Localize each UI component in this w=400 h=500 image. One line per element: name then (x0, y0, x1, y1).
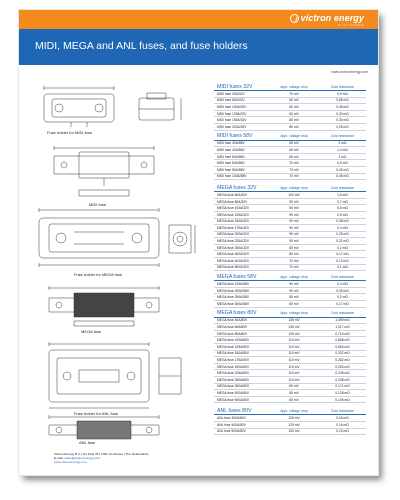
voltage-drop-cell: 110 mV (288, 344, 300, 349)
fuse-model-cell: ANL fuse 500A/80V (217, 429, 246, 434)
cold-resistance-cell: 0,208 mΩ (335, 377, 350, 382)
fuse-model-cell: MEGA fuse 225A/32V (217, 239, 250, 244)
cold-resistance-cell: 0,45 mΩ (336, 174, 349, 179)
table-row (214, 192, 366, 199)
voltage-drop-cell: 65 mV (289, 154, 299, 159)
fuse-model-cell: MEGA fuse 100A/80V (217, 338, 250, 343)
voltage-drop-cell: 70 mV (289, 258, 299, 263)
anl-fuse-drawing (49, 415, 159, 439)
cold-resistance-cell: 0,2 mΩ (337, 245, 348, 250)
voltage-drop-cell: 90 mV (289, 206, 299, 211)
fuse-model-cell: MEGA fuse 40A/80V (217, 318, 248, 323)
voltage-drop-cell: 90 mV (289, 219, 299, 224)
voltage-drop-cell: 80 mV (289, 124, 299, 129)
fuse-model-cell: MEGA fuse 150A/80V (217, 351, 250, 356)
brand-tagline: BLUE POWER (337, 23, 364, 27)
cold-resistance-cell: 0,25 mΩ (336, 288, 349, 293)
table-row (214, 205, 366, 212)
cold-resistance-cell: 0,4 mΩ (337, 282, 348, 287)
cold-resistance-cell: 0,253 mΩ (335, 364, 350, 369)
fuse-model-cell: MIDI fuse 60A/32V (217, 98, 245, 103)
fuse-model-cell: MIDI fuse 200A/32V (217, 124, 247, 129)
cold-resistance-cell: 0,171 mΩ (335, 384, 350, 389)
cold-resistance-cell: 0,25 mΩ (336, 124, 349, 129)
cold-resistance-cell: 1,4 mΩ (337, 147, 348, 152)
cold-resistance-cell: 0,128 mΩ (335, 390, 350, 395)
table-header (214, 133, 366, 141)
fuse-model-cell: MEGA fuse 175A/32V (217, 225, 250, 230)
table-row (214, 199, 366, 206)
table-row (214, 344, 366, 351)
column-header-voltage-drop: Appr. voltage drop (280, 311, 308, 316)
voltage-drop-cell: 60 mV (289, 98, 299, 103)
table-header (214, 407, 366, 415)
voltage-drop-cell: 70 mV (289, 91, 299, 96)
table-header (214, 83, 366, 91)
table-row (214, 117, 366, 124)
fuse-model-cell: MEGA fuse 400A/32V (217, 258, 250, 263)
table-row (214, 265, 366, 272)
voltage-drop-cell: 100 mV (288, 429, 300, 434)
cold-resistance-cell: 1 mΩ (338, 154, 347, 159)
table-title: MEGA fuses 32V (217, 184, 257, 191)
table-row (214, 288, 366, 295)
fuse-model-cell: MEGA fuse 300A/80V (217, 384, 250, 389)
voltage-drop-cell: 70 mV (289, 174, 299, 179)
cold-resistance-cell: 0,38 mΩ (336, 219, 349, 224)
table-row (214, 281, 366, 288)
technical-drawings (19, 10, 214, 450)
fuse-model-cell: MEGA fuse 250A/80V (217, 377, 250, 382)
fuse-model-cell: MIDI fuse 100A/32V (217, 104, 247, 109)
table-row (214, 124, 366, 131)
fuse-model-cell: MEGA fuse 225A/80V (217, 371, 250, 376)
cold-resistance-cell: 0,235 mΩ (335, 371, 350, 376)
header-url: www.victronenergy.com (331, 70, 368, 74)
voltage-drop-cell: 90 mV (289, 212, 299, 217)
fuse-model-cell: MEGA fuse 300A/58V (217, 301, 250, 306)
cold-resistance-cell: 0,7 mΩ (337, 199, 348, 204)
column-header-cold-resistance: Cold resistance (330, 134, 355, 139)
table-row (214, 104, 366, 111)
brand-name: victron energy (300, 13, 364, 23)
voltage-drop-cell: 110 mV (288, 377, 300, 382)
footer-web-link[interactable]: www.victronenergy.com (54, 460, 87, 464)
fuse-model-cell: MEGA fuse 400A/80V (217, 390, 250, 395)
voltage-drop-cell: 90 mV (289, 225, 299, 230)
table-header (214, 310, 366, 318)
table-row (214, 238, 366, 245)
fuse-model-cell: ANL fuse 300A/80V (217, 416, 246, 421)
mega-fuse-drawing (49, 286, 159, 326)
cold-resistance-cell: 2 mΩ (338, 141, 347, 146)
cold-resistance-cell: 0,22 mΩ (336, 239, 349, 244)
table-row (214, 167, 366, 174)
voltage-drop-cell: 65 mV (289, 141, 299, 146)
cold-resistance-cell: 0,653 mΩ (335, 344, 350, 349)
cold-resistance-cell: 0,42 mΩ (336, 167, 349, 172)
table-row (214, 111, 366, 118)
cold-resistance-cell: 0,282 mΩ (335, 357, 350, 362)
table-row (214, 397, 366, 404)
table-row (214, 351, 366, 358)
fuse-table (214, 407, 366, 435)
fuse-table (214, 184, 366, 271)
voltage-drop-cell: 90 mV (289, 282, 299, 287)
fuse-table (214, 133, 366, 181)
column-header-voltage-drop: Appr. voltage drop (280, 84, 308, 89)
cold-resistance-cell: 0,25 mΩ (336, 232, 349, 237)
voltage-drop-cell: 80 mV (289, 397, 299, 402)
voltage-drop-cell: 80 mV (289, 245, 299, 250)
fuse-model-cell: MEGA fuse 250A/32V (217, 245, 250, 250)
page-title: MIDI, MEGA and ANL fuses, and fuse holders (35, 40, 248, 52)
cold-resistance-cell: 0,18 mΩ (336, 416, 349, 421)
table-header (214, 273, 366, 281)
fuse-model-cell: MIDI fuse 125A/32V (217, 111, 247, 116)
voltage-drop-cell: 110 mV (288, 364, 300, 369)
table-title: MIDI fuses 32V (217, 83, 253, 90)
voltage-drop-cell: 70 mV (289, 167, 299, 172)
cold-resistance-cell: 0,17 mΩ (336, 252, 349, 257)
voltage-drop-cell: 80 mV (289, 301, 299, 306)
cold-resistance-cell: 0,45 mΩ (336, 104, 349, 109)
table-row (214, 429, 366, 436)
voltage-drop-cell: 70 mV (289, 265, 299, 270)
table-row (214, 245, 366, 252)
column-header-cold-resistance: Cold resistance (330, 408, 355, 413)
voltage-drop-cell: 90 mV (289, 239, 299, 244)
fuse-spec-tables (214, 83, 366, 437)
caption-midi-holder: Fuse holder for MIDI fuse (47, 130, 93, 135)
voltage-drop-cell: 135 mV (288, 318, 300, 323)
fuse-model-cell: MEGA fuse 500A/80V (217, 397, 250, 402)
table-row (214, 357, 366, 364)
voltage-drop-cell: 90 mV (289, 288, 299, 293)
table-row (214, 294, 366, 301)
cold-resistance-cell: 0,17 mΩ (336, 301, 349, 306)
caption-anl-holder: Fuse holder for ANL fuse (74, 411, 119, 416)
table-row (214, 258, 366, 265)
cold-resistance-cell: 0,55 mΩ (336, 98, 349, 103)
table-row (214, 364, 366, 371)
caption-anl-fuse: ANL fuse (79, 440, 96, 445)
victron-logo-icon (290, 14, 299, 23)
fuse-model-cell: MIDI fuse 40A/32V (217, 91, 245, 96)
table-row (214, 232, 366, 239)
cold-resistance-cell: 0,2 mΩ (337, 295, 348, 300)
column-header-cold-resistance: Cold resistance (330, 274, 355, 279)
fuse-model-cell: MEGA fuse 150A/32V (217, 219, 250, 224)
fuse-model-cell: MEGA fuse 175A/80V (217, 357, 250, 362)
table-title: MIDI fuses 58V (217, 133, 253, 140)
fuse-model-cell: MIDI fuse 40A/58V (217, 147, 245, 152)
fuse-model-cell: MEGA fuse 250A/58V (217, 295, 250, 300)
table-row (214, 141, 366, 148)
cold-resistance-cell: 0,332 mΩ (335, 351, 350, 356)
table-row (214, 415, 366, 422)
column-header-cold-resistance: Cold resistance (330, 185, 355, 190)
table-title: MEGA fuses 80V (217, 310, 257, 317)
voltage-drop-cell: 110 mV (288, 351, 300, 356)
table-row (214, 219, 366, 226)
fuse-table (214, 310, 366, 404)
voltage-drop-cell: 110 mV (288, 371, 300, 376)
voltage-drop-cell: 80 mV (289, 118, 299, 123)
fuse-model-cell: MEGA fuse 500A/32V (217, 265, 250, 270)
midi-holder-front-drawing (44, 86, 114, 127)
fuse-model-cell: MEGA fuse 125A/32V (217, 212, 250, 217)
cold-resistance-cell: 0,16 mΩ (336, 422, 349, 427)
cold-resistance-cell: 0,30 mΩ (336, 111, 349, 116)
table-row (214, 337, 366, 344)
cold-resistance-cell: 0,3 mΩ (337, 225, 348, 230)
voltage-drop-cell: 60 mV (289, 111, 299, 116)
table-title: MEGA fuses 58V (217, 273, 257, 280)
table-row (214, 384, 366, 391)
caption-midi-fuse: MIDI fuse (89, 202, 107, 207)
column-header-voltage-drop: Appr. voltage drop (280, 134, 308, 139)
voltage-drop-cell: 125 mV (288, 416, 300, 421)
table-row (214, 377, 366, 384)
voltage-drop-cell: 65 mV (289, 147, 299, 152)
fuse-model-cell: MIDI fuse 100A/58V (217, 174, 247, 179)
table-row (214, 251, 366, 258)
cold-resistance-cell: 0,6 mΩ (337, 206, 348, 211)
fuse-model-cell: MEGA fuse 80A/80V (217, 331, 248, 336)
table-title: ANL fuses 80V (217, 407, 252, 414)
voltage-drop-cell: 60 mV (289, 104, 299, 109)
table-row (214, 212, 366, 219)
table-row (214, 225, 366, 232)
fuse-model-cell: MEGA fuse 60A/32V (217, 192, 248, 197)
table-row (214, 174, 366, 181)
voltage-drop-cell: 90 mV (289, 199, 299, 204)
anl-holder-drawing (49, 342, 181, 408)
voltage-drop-cell: 70 mV (289, 161, 299, 166)
column-header-voltage-drop: Appr. voltage drop (280, 185, 308, 190)
voltage-drop-cell: 125 mV (288, 422, 300, 427)
footer-address (54, 452, 149, 464)
fuse-model-cell: MIDI fuse 80A/58V (217, 167, 245, 172)
table-row (214, 98, 366, 105)
fuse-model-cell: MEGA fuse 200A/58V (217, 288, 250, 293)
voltage-drop-cell: 80 mV (289, 252, 299, 257)
fuse-model-cell: MIDI fuse 30A/58V (217, 141, 245, 146)
fuse-model-cell: MEGA fuse 300A/32V (217, 252, 250, 257)
fuse-model-cell: MEGA fuse 200A/80V (217, 364, 250, 369)
fuse-model-cell: MEGA fuse 125A/58V (217, 282, 250, 287)
midi-holder-side-drawing (139, 93, 181, 120)
voltage-drop-cell: 80 mV (289, 390, 299, 395)
voltage-drop-cell: 110 mV (288, 338, 300, 343)
table-header (214, 184, 366, 192)
mega-holder-drawing (39, 208, 195, 267)
voltage-drop-cell: 135 mV (288, 331, 300, 336)
fuse-model-cell: MEGA fuse 125A/80V (217, 344, 250, 349)
fuse-table (214, 83, 366, 131)
cold-resistance-cell: 1,5 mΩ (337, 192, 348, 197)
table-row (214, 147, 366, 154)
footer-email-link[interactable]: sales@victronenergy.com (64, 456, 100, 460)
voltage-drop-cell: 80 mV (289, 384, 299, 389)
fuse-model-cell: MIDI fuse 150A/32V (217, 118, 247, 123)
table-row (214, 390, 366, 397)
cold-resistance-cell: 1,017 mΩ (335, 325, 350, 330)
table-row (214, 318, 366, 325)
voltage-drop-cell: 120 mV (288, 192, 300, 197)
brand-logo (290, 13, 364, 23)
fuse-model-cell: MEGA fuse 100A/32V (217, 206, 250, 211)
cold-resistance-cell: 0,30 mΩ (336, 118, 349, 123)
datasheet-page (19, 10, 378, 475)
table-row (214, 331, 366, 338)
fuse-model-cell: MEGA fuse 200A/32V (217, 232, 250, 237)
midi-fuse-drawing (54, 146, 154, 196)
table-row (214, 91, 366, 98)
cold-resistance-cell: 0,13 mΩ (336, 258, 349, 263)
fuse-model-cell: MEGA fuse 60A/80V (217, 325, 248, 330)
fuse-model-cell: MIDI fuse 50A/58V (217, 154, 245, 159)
table-row (214, 301, 366, 308)
cold-resistance-cell: 0,9 mΩ (337, 161, 348, 166)
voltage-drop-cell: 80 mV (289, 295, 299, 300)
table-row (214, 422, 366, 429)
fuse-model-cell: ANL fuse 400A/80V (217, 422, 246, 427)
cold-resistance-cell: 0,1 mΩ (337, 265, 348, 270)
column-header-voltage-drop: Appr. voltage drop (280, 408, 308, 413)
fuse-table (214, 273, 366, 307)
column-header-voltage-drop: Appr. voltage drop (280, 274, 308, 279)
cold-resistance-cell: 0,106 mΩ (335, 397, 350, 402)
cold-resistance-cell: 0,13 mΩ (336, 429, 349, 434)
voltage-drop-cell: 90 mV (289, 232, 299, 237)
cold-resistance-cell: 0,868 mΩ (335, 338, 350, 343)
fuse-model-cell: MEGA fuse 80A/32V (217, 199, 248, 204)
fuse-model-cell: MIDI fuse 60A/58V (217, 161, 245, 166)
column-header-cold-resistance: Cold resistance (330, 84, 355, 89)
cold-resistance-cell: 0,9 mΩ (337, 91, 348, 96)
cold-resistance-cell: 1,459 mΩ (335, 318, 350, 323)
column-header-cold-resistance: Cold resistance (330, 311, 355, 316)
table-row (214, 154, 366, 161)
table-row (214, 370, 366, 377)
footer-company: Victron Energy B.V. | De Paal 35 | 1351 JG Almere | The Netherlands (54, 452, 149, 456)
voltage-drop-cell: 135 mV (288, 325, 300, 330)
caption-mega-holder: Fuse holder for MEGA fuse (74, 272, 123, 277)
caption-mega-fuse: MEGA fuse (81, 329, 102, 334)
cold-resistance-cell: 0,5 mΩ (337, 212, 348, 217)
table-row (214, 324, 366, 331)
footer-email-label: E-mail: (54, 456, 64, 460)
voltage-drop-cell: 110 mV (288, 357, 300, 362)
cold-resistance-cell: 0,716 mΩ (335, 331, 350, 336)
table-row (214, 160, 366, 167)
